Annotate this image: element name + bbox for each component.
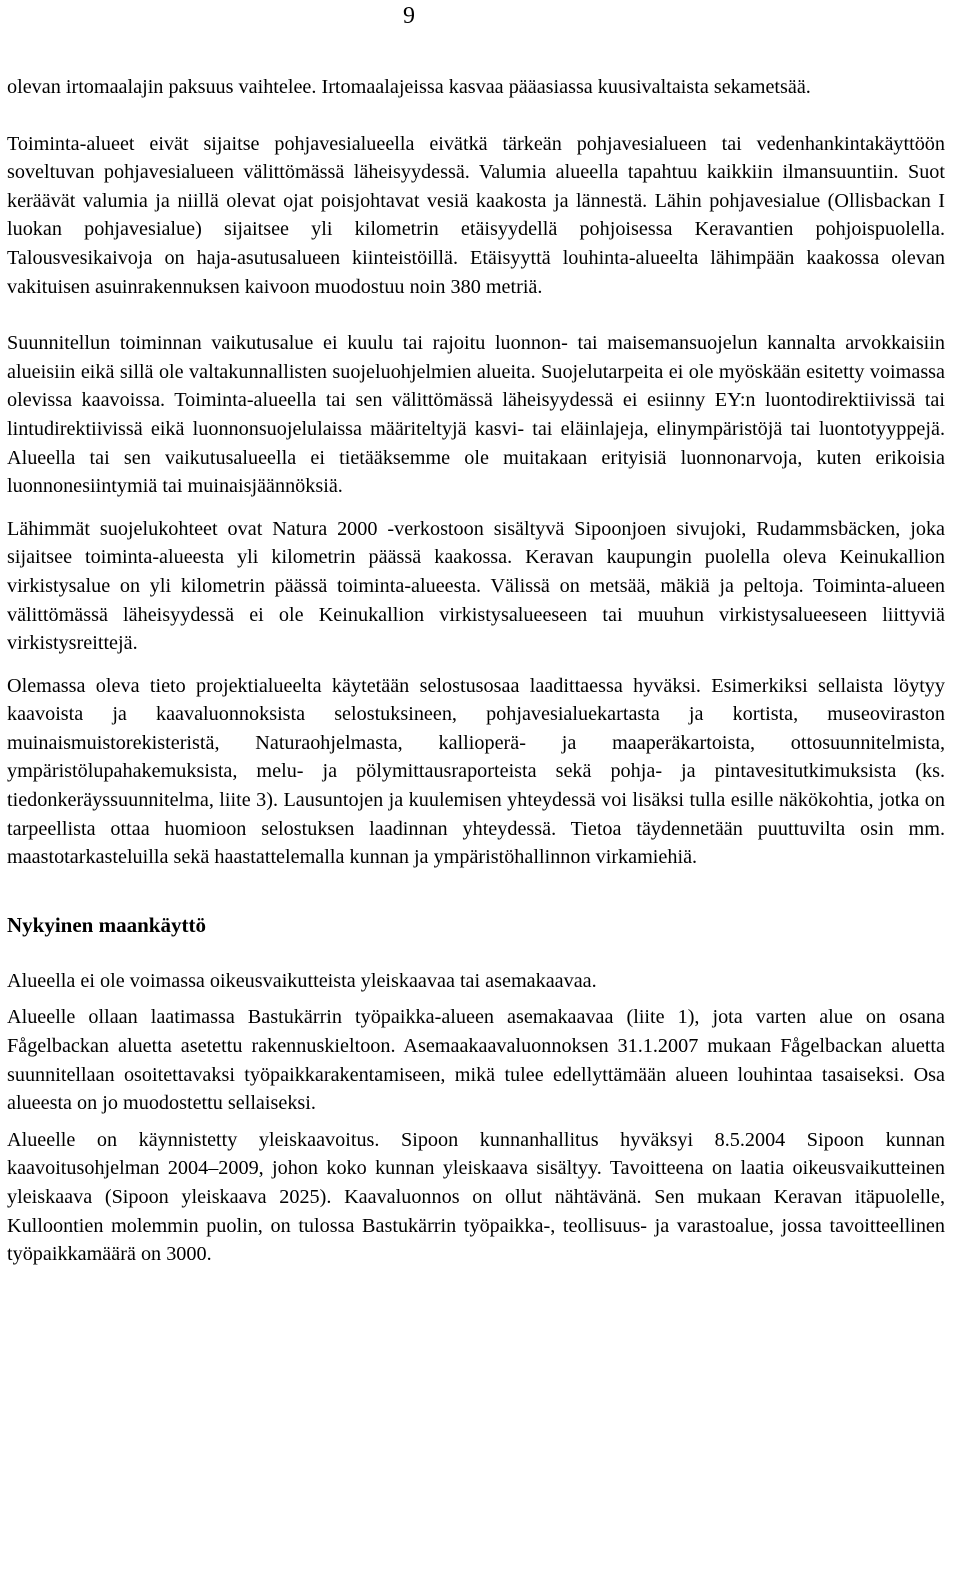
paragraph-existing-information: Olemassa oleva tieto projektialueelta käytetään selostusosaa laadittaessa hyväksi. Esimerkiksi sellaista löytyy kaavoista ja kaavaluonnoksista selostuksineen, pohjavesialuekartasta ja kortista, museoviraston muinaismuistorekisteristä, Naturaohjelmasta, kallioperä- ja maaperäkartoista, ottosuunnitelmista, ympäristölupahakemuksista, melu- ja pölymittausraporteista sekä pohja- ja pintavesitutkimuksista (ks. tiedonkeräyssuunnitelma, liite 3). Lausuntojen ja kuulemisen yhteydessä voi lisäksi tulla esille näkökohtia, jotka on tarpeellista ottaa huomioon selostuksen laadinnan yhteydessä. Tietoa täydennetään puuttuvilta osin mm. maastotarkasteluilla sekä haastattelemalla kunnan ja ympäristöhallinnon virkamiehiä. — [7, 674, 945, 869]
paragraph-zoning-status: Alueella ei ole voimassa oikeusvaikutteista yleiskaavaa tai asemakaavaa. — [7, 969, 597, 992]
section-heading: Nykyinen maankäyttö — [7, 912, 206, 937]
paragraph-nature-protection: Suunnitellun toiminnan vaikutusalue ei kuulu tai rajoitu luonnon- tai maisemansuojelun kannalta arvokkaisiin alueisiin eikä sillä ole valtakunnallisten suojeluohjelmien alueita. Suojelutarpeita ei ole myöskään esitetty voimassa olevissa kaavoissa. Toiminta-alueella tai sen välittömässä läheisyydessä ei esiinny EY:n luontodirektiivissä tai lintudirektiivissä eikä luonnonsuojelulaissa määriteltyjä kasvi- tai eläinlajeja, elinympäristöjä tai luontotyyppejä. Alueella tai sen vaikutusalueella ei tietääksemme ole muitakaan erityisiä luonnonarvoja, kuten erikoisia luonnonesiintymiä tai muinaisjäännöksiä. — [7, 332, 945, 498]
paragraph-detailed-plan: Alueelle ollaan laatimassa Bastukärrin työpaikka-alueen asemakaavaa (liite 1), jota varten alue on osana Fågelbackan aluetta asetettu rakennuskieltoon. Asemaakaavaluonnoksen 31.1.2007 mukaan Fågelbackan aluetta suunnitellaan osoitettavaksi työpaikkarakentamiseen, mikä tulee edellyttämään alueen louhintaa tasaiseksi. Osa alueesta on jo muodostettu sellaiseksi. — [7, 1006, 945, 1115]
paragraph-protected-sites: Lähimmät suojelukohteet ovat Natura 2000 -verkostoon sisältyvä Sipoonjoen sivujoki, Rudammsbäcken, joka sijaitsee toiminta-alueesta yli kilometrin päässä kaakossa. Keravan kaupungin puolella oleva Keinukallion virkistysalue on yli kilometrin päässä toiminta-alueesta. Välissä on metsää, mäkiä ja peltoja. Toiminta-alueen välittömässä läheisyydessä ei ole Keinukallion virkistysalueeseen tai muuhun virkistysalueeseen liittyviä virkistysreittejä. — [7, 517, 945, 655]
paragraph-soil: olevan irtomaalajin paksuus vaihtelee. Irtomaalajeissa kasvaa pääasiassa kuusivaltaista sekametsää. — [7, 76, 811, 98]
page-number: 9 — [403, 3, 415, 29]
paragraph-master-plan: Alueelle on käynnistetty yleiskaavoitus. Sipoon kunnanhallitus hyväksyi 8.5.2004 Sipoon kunnan kaavoitusohjelman 2004–2009, johon koko kunnan yleiskaava sisältyy. Tavoitteena on laatia oikeusvaikutteinen yleiskaava (Sipoon yleiskaava 2025). Kaavaluonnos on ollut nähtävänä. Sen mukaan Keravan itäpuolelle, Kulloontien molemmin puolin, on tulossa Bastukärrin työpaikka-, teollisuus- ja varastoalue, jossa tavoitteellinen työpaikkamäärä on 3000. — [7, 1128, 945, 1266]
document-body — [7, 73, 945, 1269]
paragraph-groundwater: Toiminta-alueet eivät sijaitse pohjavesialueella eivätkä tärkeän pohjavesialueen tai vedenhankintakäyttöön soveltuvan pohjavesialueen välittömässä läheisyydessä. Valumia alueella tapahtuu kaikkiin ilmansuuntiin. Suot keräävät valumia ja niillä olevat ojat poisjohtavat vesiä kaakosta ja lännestä. Lähin pohjavesialue (Ollisbackan I luokan pohjavesialue) sijaitsee yli kilometrin etäisyydellä pohjoisessa Keravantien pohjoispuolella. Talousvesikaivoja on haja-asutusalueen kiinteistöillä. Etäisyyttä louhinta-alueelta lähimpään kaakossa olevan vakituisen asuinrakennuksen kaivoon muodostuu noin 380 metriä. — [7, 132, 945, 298]
